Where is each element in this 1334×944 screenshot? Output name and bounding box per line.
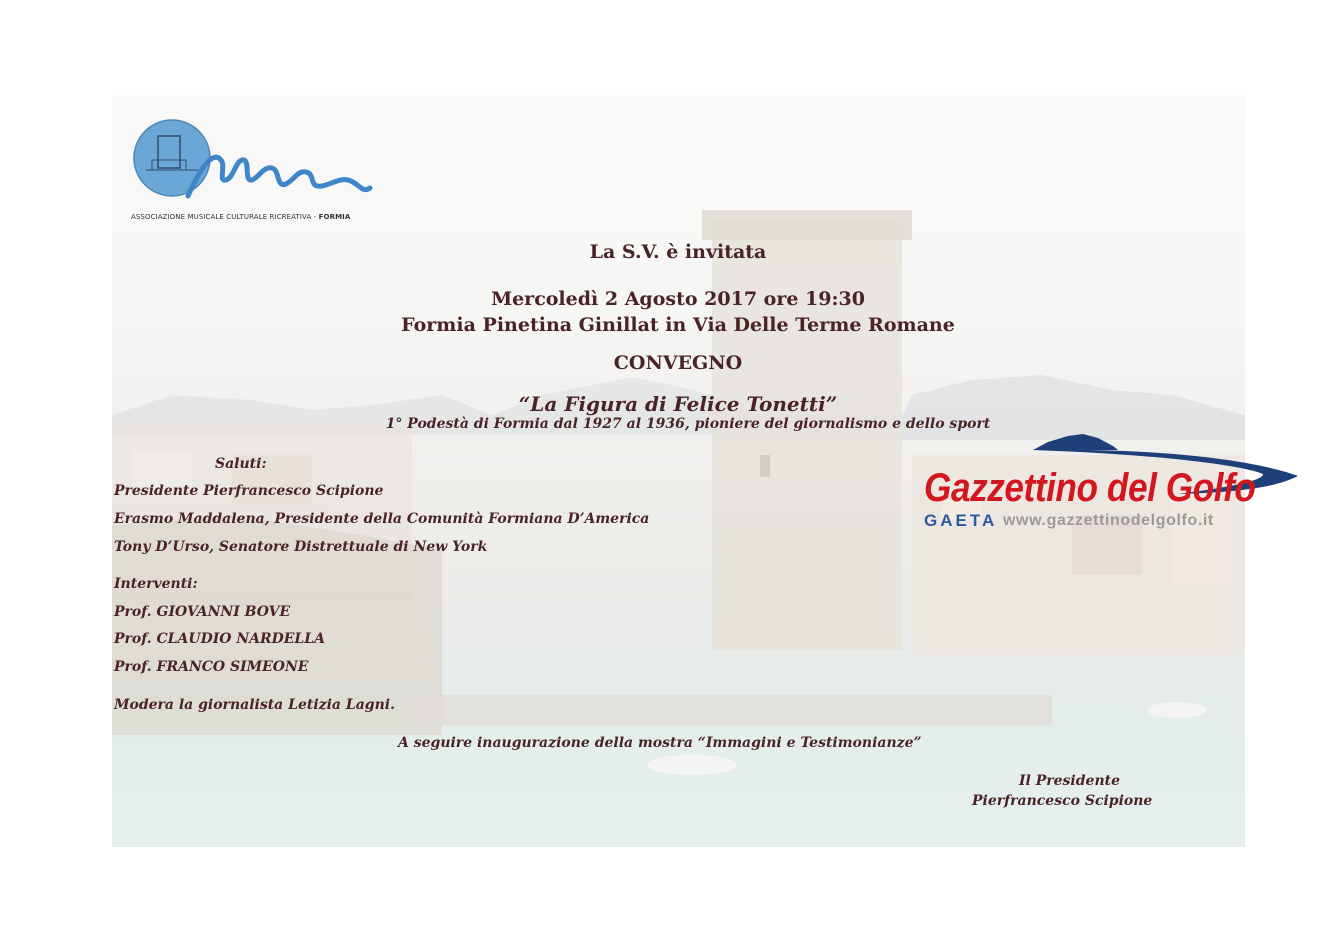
invitation-heading: La S.V. è invitata — [589, 241, 767, 263]
gazzettino-title: Gazzettino del Golfo — [924, 466, 1256, 510]
signature-name: Pierfrancesco Scipione — [972, 793, 1153, 809]
mola-logo-subtitle: ASSOCIAZIONE MUSICALE CULTURALE RICREATIVA - FORMIA — [131, 213, 351, 221]
interventi-label: Interventi: — [114, 576, 198, 592]
interventi-item: Prof. FRANCO SIMEONE — [114, 659, 309, 675]
moderator-line: Modera la giornalista Letizia Lagni. — [114, 697, 395, 713]
gazzettino-city: GAETA — [924, 511, 998, 530]
saluti-item: Presidente Pierfrancesco Scipione — [114, 483, 384, 499]
event-place: Formia Pinetina Ginillat in Via Delle Terme Romane — [401, 314, 955, 336]
interventi-item: Prof. GIOVANNI BOVE — [114, 604, 291, 620]
saluti-item: Erasmo Maddalena, Presidente della Comunità Formiana D’America — [114, 511, 650, 527]
event-date: Mercoledì 2 Agosto 2017 ore 19:30 — [491, 288, 865, 310]
mola-logo — [126, 108, 386, 228]
saluti-label: Saluti: — [215, 456, 267, 472]
event-type: CONVEGNO — [613, 352, 743, 374]
event-subtitle: 1° Podestà di Formia dal 1927 al 1936, pioniere del giornalismo e dello sport — [385, 416, 991, 432]
event-title: “La Figura di Felice Tonetti” — [518, 392, 838, 416]
exhibition-line: A seguire inaugurazione della mostra “Immagini e Testimonianze” — [398, 735, 922, 751]
gazzettino-url: www.gazzettinodelgolfo.it — [1003, 512, 1214, 529]
saluti-item: Tony D’Urso, Senatore Distrettuale di New York — [114, 539, 488, 555]
signature-role: Il Presidente — [1019, 773, 1121, 789]
interventi-item: Prof. CLAUDIO NARDELLA — [114, 631, 325, 647]
